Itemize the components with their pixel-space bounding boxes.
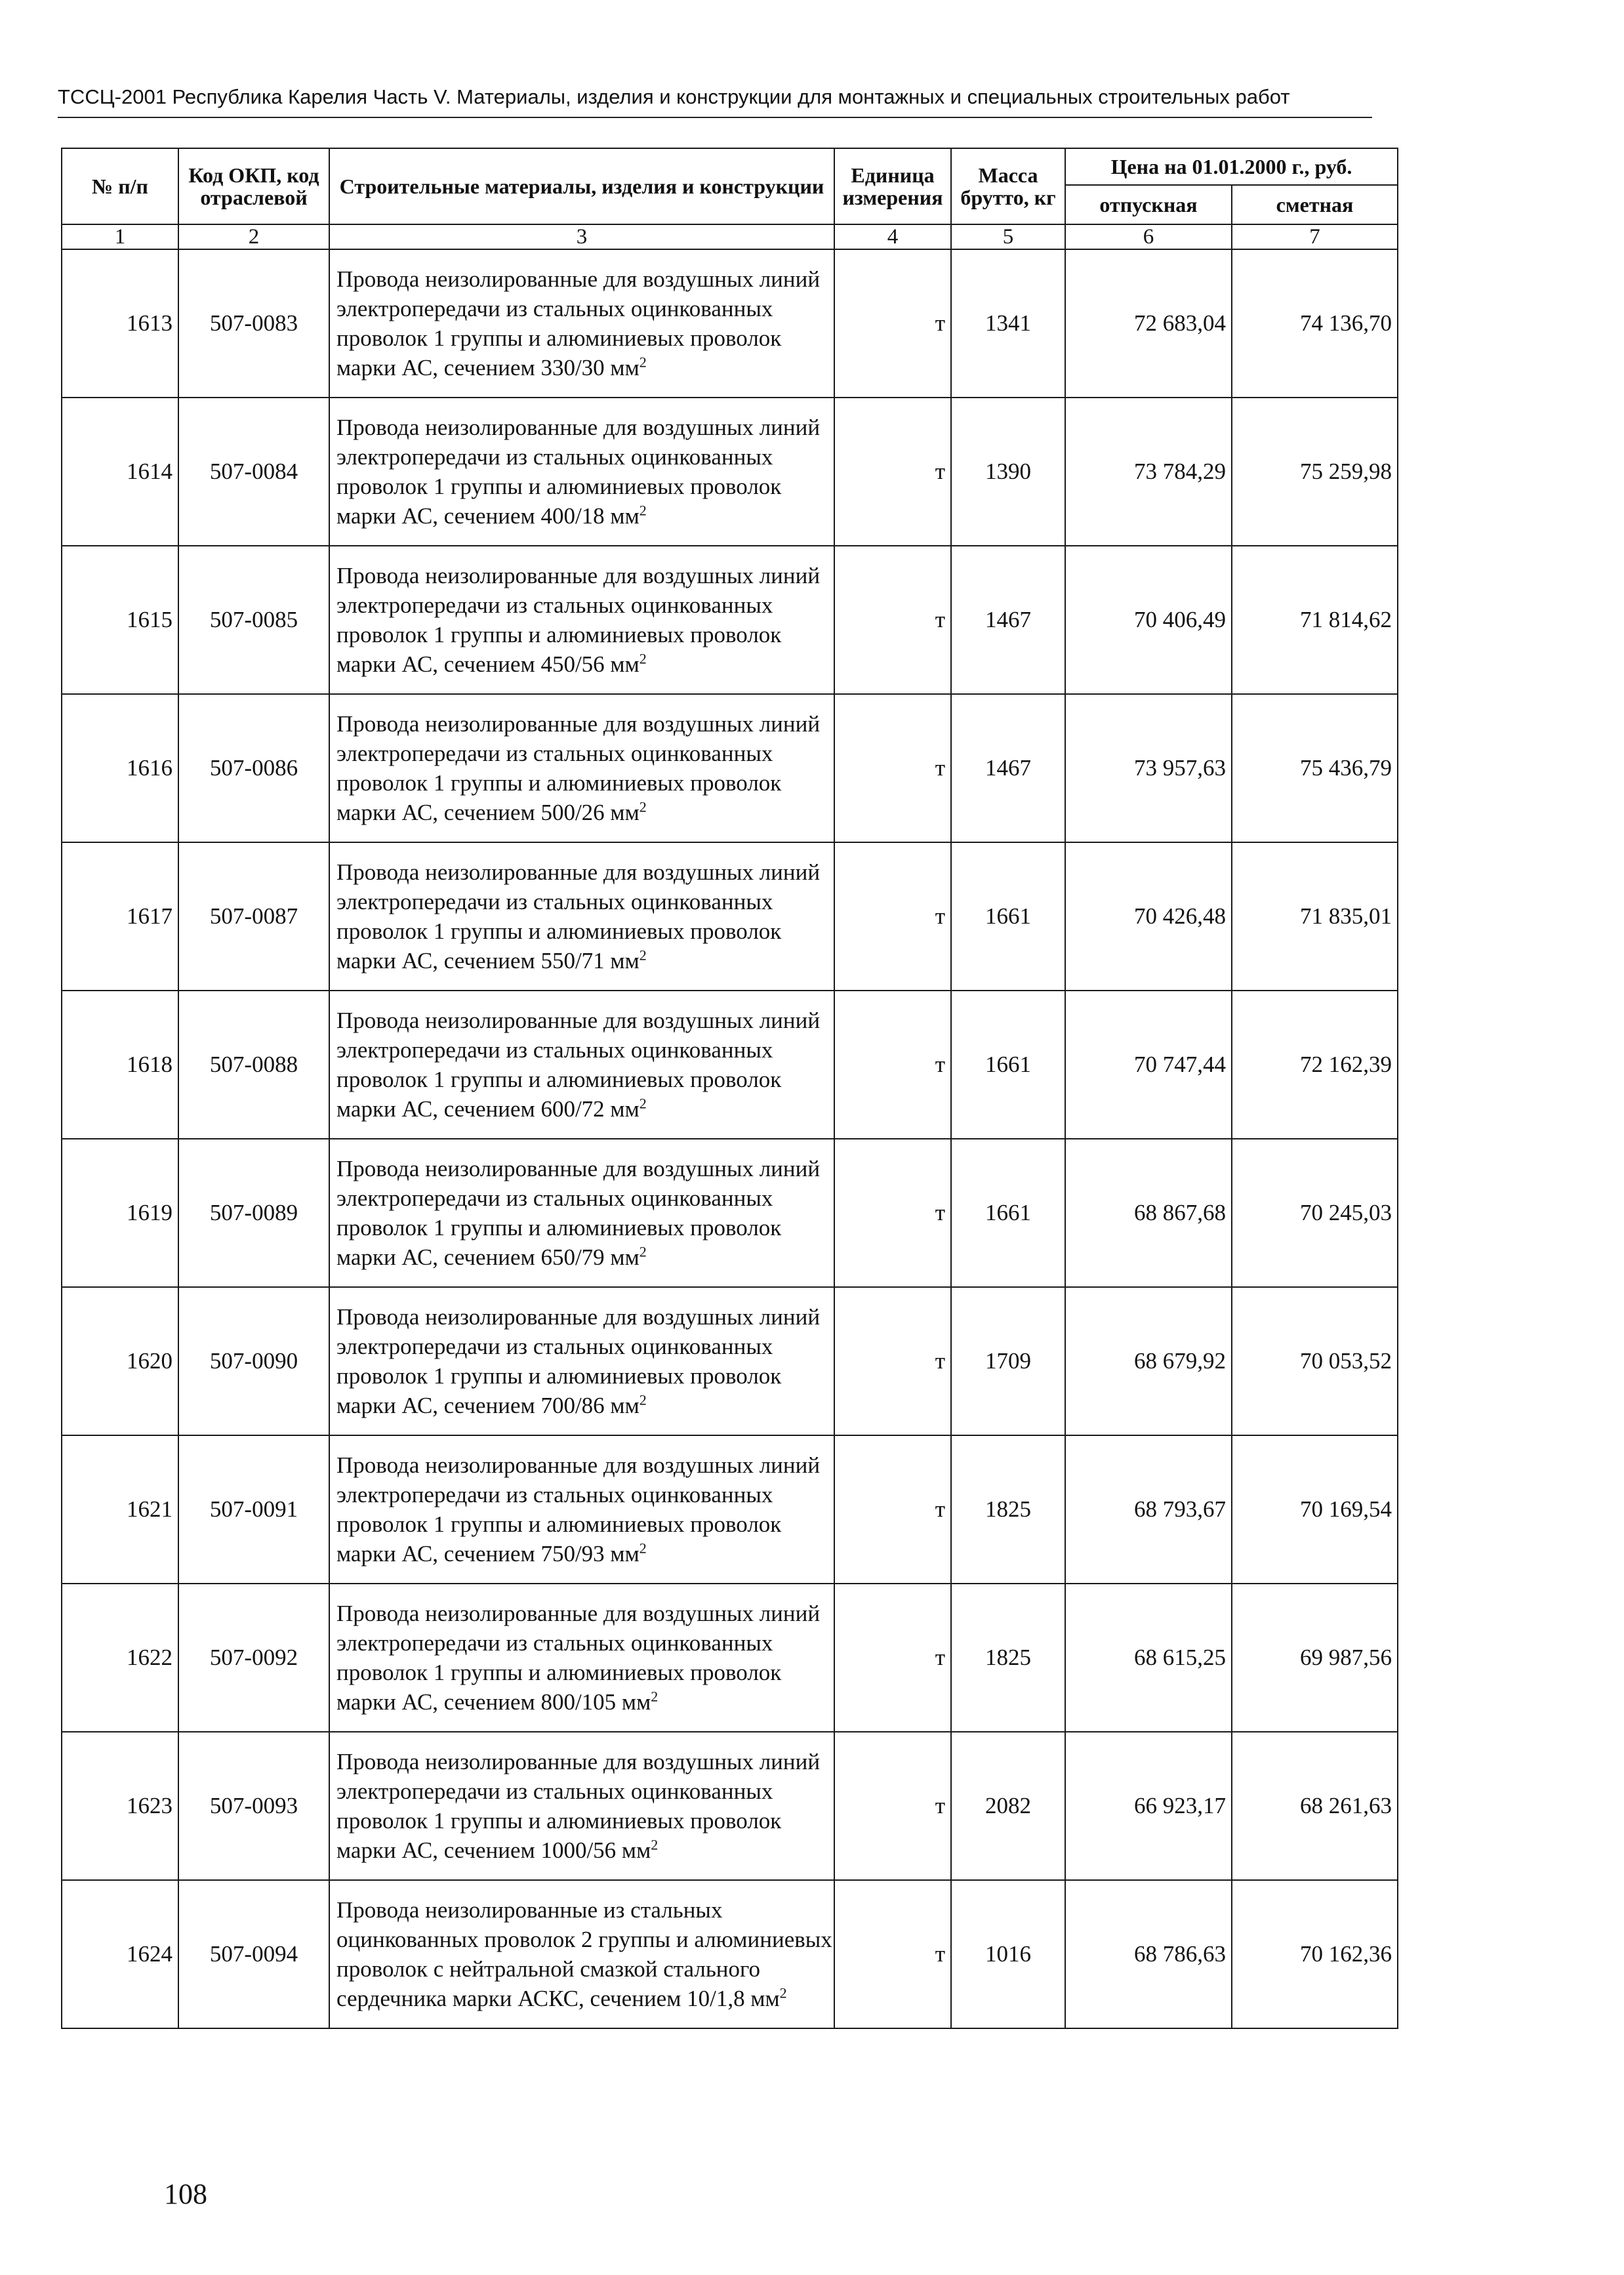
row-description — [329, 1435, 834, 1584]
row-price-release: 68 679,92 — [1065, 1287, 1232, 1435]
table-row — [62, 249, 1398, 398]
row-unit: т — [834, 1139, 951, 1287]
row-price-estimate: 75 259,98 — [1232, 398, 1398, 546]
row-description — [329, 1287, 834, 1435]
column-number: 1 — [62, 224, 178, 249]
unit-superscript: 2 — [639, 502, 647, 519]
row-mass: 1341 — [951, 249, 1065, 398]
column-number: 2 — [178, 224, 329, 249]
row-description — [329, 1139, 834, 1287]
row-price-release: 73 957,63 — [1065, 694, 1232, 842]
row-description — [329, 1880, 834, 2028]
column-number: 5 — [951, 224, 1065, 249]
row-number: 1624 — [62, 1880, 178, 2028]
unit-superscript: 2 — [639, 947, 647, 964]
row-description — [329, 546, 834, 694]
row-price-release: 66 923,17 — [1065, 1732, 1232, 1880]
row-price-estimate: 74 136,70 — [1232, 249, 1398, 398]
row-description-text: Провода неизолированные для воздушных линий электропередачи из стальных оцинкованных проволок 1 группы и алюминиевых проволок марки АС, сечением 550/71 мм — [336, 859, 821, 974]
row-code: 507-0089 — [178, 1139, 329, 1287]
row-code: 507-0091 — [178, 1435, 329, 1584]
row-code: 507-0088 — [178, 991, 329, 1139]
row-price-estimate: 71 835,01 — [1232, 842, 1398, 991]
row-price-release: 72 683,04 — [1065, 249, 1232, 398]
row-description-text: Провода неизолированные из стальных оцинкованных проволок 2 группы и алюминиевых проволок с нейтральной смазкой стального сердечника марки АСКС, сечением 10/1,8 мм — [336, 1897, 832, 2011]
row-description-text: Провода неизолированные для воздушных линий электропередачи из стальных оцинкованных проволок 1 группы и алюминиевых проволок марки АС, сечением 400/18 мм — [336, 415, 821, 529]
row-unit: т — [834, 1584, 951, 1732]
row-number: 1616 — [62, 694, 178, 842]
column-number: 4 — [834, 224, 951, 249]
row-mass: 1467 — [951, 546, 1065, 694]
row-price-release: 70 747,44 — [1065, 991, 1232, 1139]
row-unit: т — [834, 398, 951, 546]
column-number: 6 — [1065, 224, 1232, 249]
row-price-estimate: 71 814,62 — [1232, 546, 1398, 694]
row-description — [329, 398, 834, 546]
row-price-release: 70 406,49 — [1065, 546, 1232, 694]
row-unit: т — [834, 249, 951, 398]
row-price-estimate: 69 987,56 — [1232, 1584, 1398, 1732]
row-description — [329, 694, 834, 842]
row-description-text: Провода неизолированные для воздушных линий электропередачи из стальных оцинкованных проволок 1 группы и алюминиевых проволок марки АС, сечением 750/93 мм — [336, 1452, 821, 1567]
row-unit: т — [834, 1732, 951, 1880]
row-description-text: Провода неизолированные для воздушных линий электропередачи из стальных оцинкованных проволок 1 группы и алюминиевых проволок марки АС, сечением 450/56 мм — [336, 563, 821, 677]
table-row — [62, 1732, 1398, 1880]
table-row — [62, 1584, 1398, 1732]
row-price-estimate: 75 436,79 — [1232, 694, 1398, 842]
unit-superscript: 2 — [651, 1688, 659, 1705]
row-code: 507-0087 — [178, 842, 329, 991]
row-price-estimate: 70 245,03 — [1232, 1139, 1398, 1287]
row-price-estimate: 70 053,52 — [1232, 1287, 1398, 1435]
page-number: 108 — [164, 2178, 207, 2210]
row-unit: т — [834, 1287, 951, 1435]
row-number: 1615 — [62, 546, 178, 694]
row-number: 1620 — [62, 1287, 178, 1435]
header-divider — [58, 117, 1372, 118]
row-code: 507-0084 — [178, 398, 329, 546]
row-price-estimate: 70 162,36 — [1232, 1880, 1398, 2028]
row-description — [329, 1584, 834, 1732]
row-price-release: 68 615,25 — [1065, 1584, 1232, 1732]
row-unit: т — [834, 694, 951, 842]
unit-superscript: 2 — [639, 1095, 647, 1112]
unit-superscript: 2 — [639, 650, 647, 667]
row-number: 1614 — [62, 398, 178, 546]
row-price-estimate: 70 169,54 — [1232, 1435, 1398, 1584]
header-name: Строительные материалы, изделия и конструкции — [329, 148, 834, 224]
unit-superscript: 2 — [639, 1243, 647, 1260]
row-number: 1622 — [62, 1584, 178, 1732]
row-price-release: 73 784,29 — [1065, 398, 1232, 546]
row-number: 1619 — [62, 1139, 178, 1287]
header-mass: Масса брутто, кг — [951, 148, 1065, 224]
row-code: 507-0093 — [178, 1732, 329, 1880]
table-row — [62, 991, 1398, 1139]
row-price-release: 70 426,48 — [1065, 842, 1232, 991]
column-number: 7 — [1232, 224, 1398, 249]
row-description-text: Провода неизолированные для воздушных линий электропередачи из стальных оцинкованных проволок 1 группы и алюминиевых проволок марки АС, сечением 330/30 мм — [336, 266, 821, 380]
row-price-release: 68 793,67 — [1065, 1435, 1232, 1584]
table-row — [62, 1880, 1398, 2028]
unit-superscript: 2 — [639, 798, 647, 815]
row-description-text: Провода неизолированные для воздушных линий электропередачи из стальных оцинкованных проволок 1 группы и алюминиевых проволок марки АС, сечением 600/72 мм — [336, 1008, 821, 1122]
table-row — [62, 398, 1398, 546]
header-price-release: отпускная — [1065, 185, 1232, 224]
row-code: 507-0090 — [178, 1287, 329, 1435]
table-row — [62, 1287, 1398, 1435]
header-price-group: Цена на 01.01.2000 г., руб. — [1065, 148, 1398, 185]
row-code: 507-0086 — [178, 694, 329, 842]
row-code: 507-0083 — [178, 249, 329, 398]
row-price-estimate: 72 162,39 — [1232, 991, 1398, 1139]
row-number: 1618 — [62, 991, 178, 1139]
table-row — [62, 1435, 1398, 1584]
row-code: 507-0092 — [178, 1584, 329, 1732]
row-description-text: Провода неизолированные для воздушных линий электропередачи из стальных оцинкованных проволок 1 группы и алюминиевых проволок марки АС, сечением 500/26 мм — [336, 711, 821, 825]
header-price-estimate: сметная — [1232, 185, 1398, 224]
row-mass: 1825 — [951, 1584, 1065, 1732]
row-number: 1621 — [62, 1435, 178, 1584]
column-number: 3 — [329, 224, 834, 249]
row-number: 1617 — [62, 842, 178, 991]
row-unit: т — [834, 842, 951, 991]
row-unit: т — [834, 546, 951, 694]
column-number-row — [62, 224, 1398, 249]
header-unit: Единица измерения — [834, 148, 951, 224]
price-table — [61, 148, 1398, 2029]
row-description — [329, 991, 834, 1139]
row-code: 507-0094 — [178, 1880, 329, 2028]
table-row — [62, 546, 1398, 694]
row-unit: т — [834, 1880, 951, 2028]
row-number: 1623 — [62, 1732, 178, 1880]
row-unit: т — [834, 1435, 951, 1584]
row-description — [329, 1732, 834, 1880]
row-mass: 2082 — [951, 1732, 1065, 1880]
row-mass: 1390 — [951, 398, 1065, 546]
row-description-text: Провода неизолированные для воздушных линий электропередачи из стальных оцинкованных проволок 1 группы и алюминиевых проволок марки АС, сечением 650/79 мм — [336, 1156, 821, 1270]
table-row — [62, 1139, 1398, 1287]
row-price-estimate: 68 261,63 — [1232, 1732, 1398, 1880]
table-row — [62, 694, 1398, 842]
row-price-release: 68 867,68 — [1065, 1139, 1232, 1287]
page-header: ТССЦ-2001 Республика Карелия Часть V. Материалы, изделия и конструкции для монтажных и специальных строительных работ — [58, 85, 1290, 108]
row-mass: 1661 — [951, 842, 1065, 991]
row-unit: т — [834, 991, 951, 1139]
row-description — [329, 842, 834, 991]
unit-superscript: 2 — [639, 354, 647, 371]
unit-superscript: 2 — [651, 1836, 659, 1853]
row-mass: 1661 — [951, 1139, 1065, 1287]
row-mass: 1661 — [951, 991, 1065, 1139]
unit-superscript: 2 — [639, 1540, 647, 1557]
row-price-release: 68 786,63 — [1065, 1880, 1232, 2028]
unit-superscript: 2 — [779, 1984, 787, 2001]
row-mass: 1016 — [951, 1880, 1065, 2028]
unit-superscript: 2 — [639, 1391, 647, 1408]
row-mass: 1825 — [951, 1435, 1065, 1584]
row-description-text: Провода неизолированные для воздушных линий электропередачи из стальных оцинкованных проволок 1 группы и алюминиевых проволок марки АС, сечением 800/105 мм — [336, 1601, 821, 1715]
row-description-text: Провода неизолированные для воздушных линий электропередачи из стальных оцинкованных проволок 1 группы и алюминиевых проволок марки АС, сечением 700/86 мм — [336, 1304, 821, 1418]
row-description — [329, 249, 834, 398]
header-code: Код ОКП, код отраслевой — [178, 148, 329, 224]
row-number: 1613 — [62, 249, 178, 398]
row-mass: 1709 — [951, 1287, 1065, 1435]
row-description-text: Провода неизолированные для воздушных линий электропередачи из стальных оцинкованных проволок 1 группы и алюминиевых проволок марки АС, сечением 1000/56 мм — [336, 1749, 821, 1863]
header-num: № п/п — [62, 148, 178, 224]
row-mass: 1467 — [951, 694, 1065, 842]
table-row — [62, 842, 1398, 991]
row-code: 507-0085 — [178, 546, 329, 694]
